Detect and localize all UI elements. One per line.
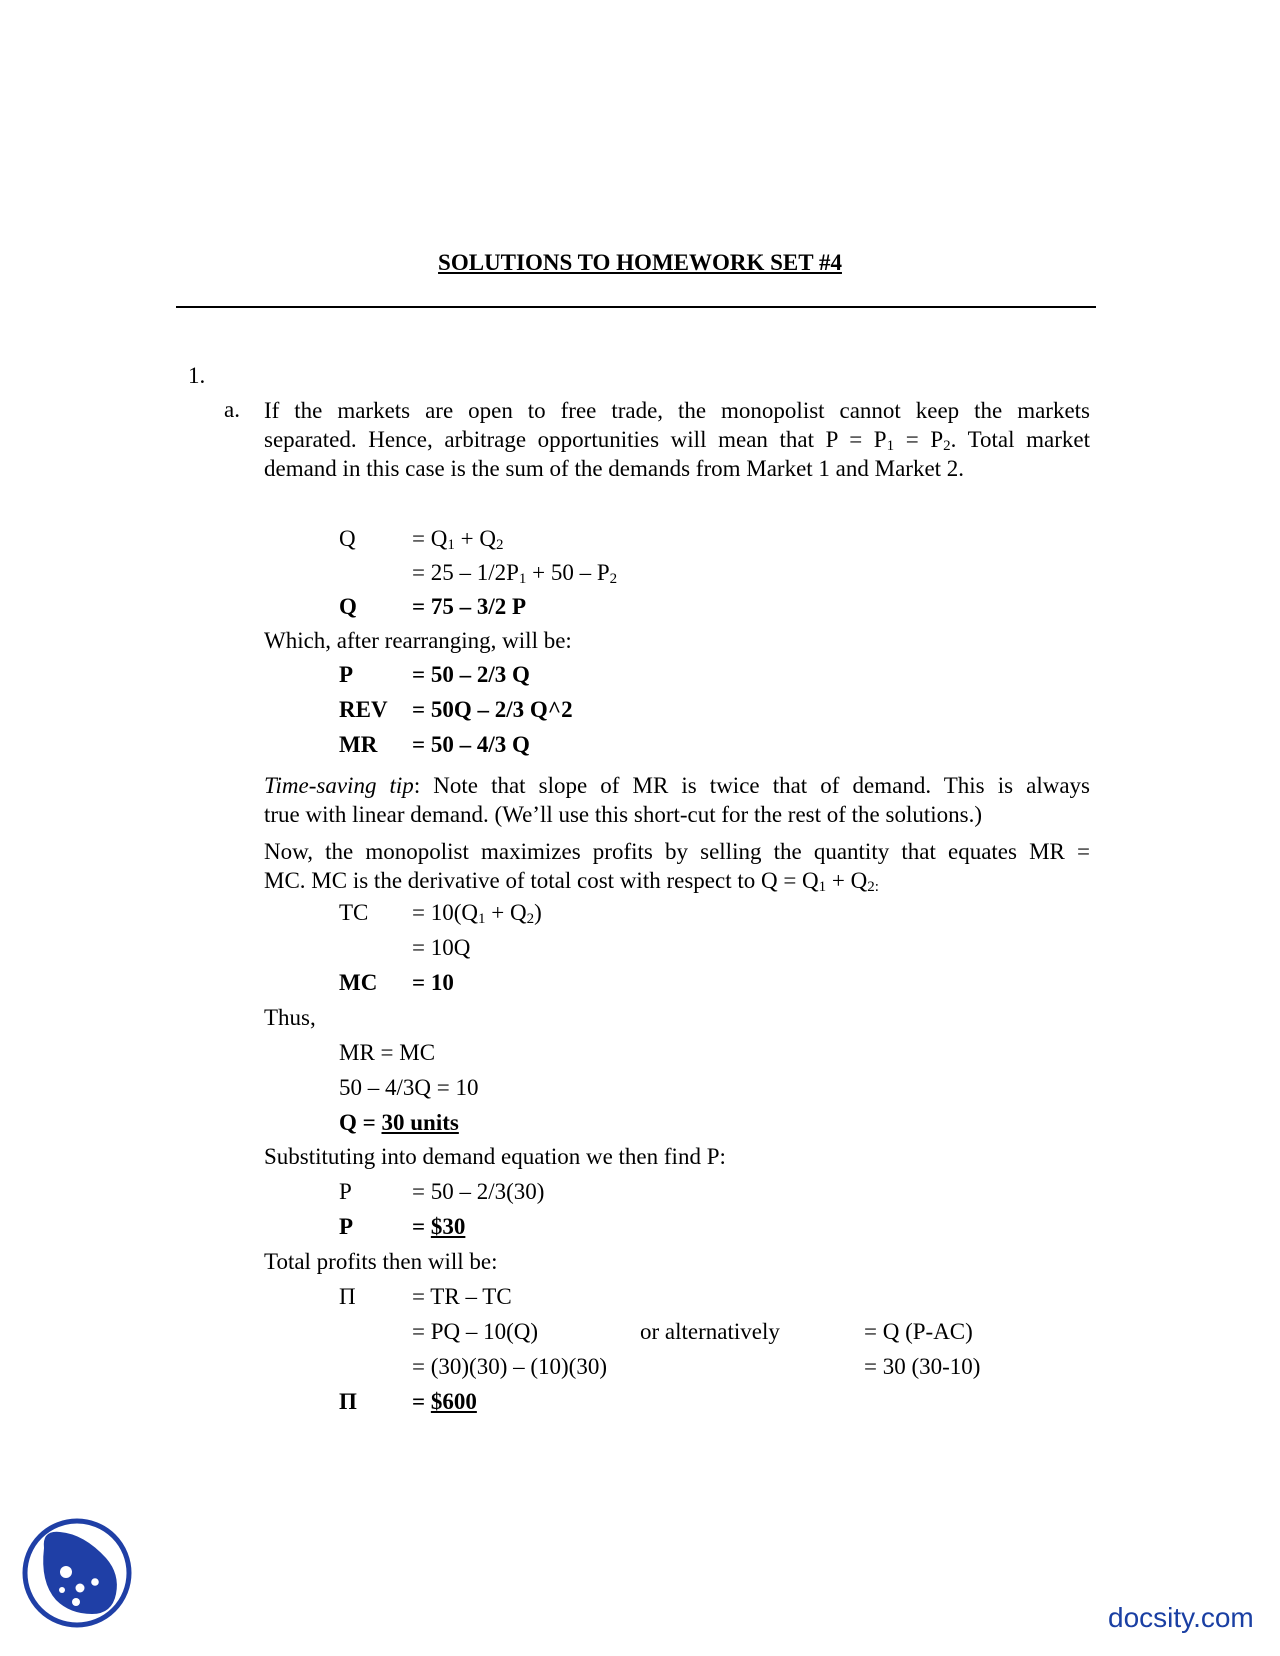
- logo-dot: [72, 1598, 80, 1606]
- title-rule: [176, 306, 1096, 308]
- profit-pi-label-bold: Π: [339, 1389, 357, 1414]
- demand-total: = 75 – 3/2 P: [412, 594, 527, 619]
- profit-row-3: = (30)(30) – (10)(30): [412, 1354, 607, 1379]
- intro-line-2: separated. Hence, arbitrage opportunities will mean that $P = P_1 = P_2$. Total market: [264, 427, 1091, 454]
- profit-pi-label: Π: [339, 1284, 356, 1309]
- inverse-label-mr: MR: [339, 732, 378, 757]
- mc-intro-line-2: MC. MC is the derivative of total cost with respect to $Q = Q_1 + Q_{2:}$: [264, 868, 879, 895]
- mc-label: MC: [339, 970, 378, 995]
- alternative-label: or alternatively: [640, 1319, 780, 1344]
- intro-line-3: demand in this case is the sum of the demands from Market 1 and Market 2.: [264, 456, 965, 481]
- price-value: $30: [430, 1214, 466, 1239]
- profit-value: $600: [430, 1389, 477, 1414]
- profit-text: Total profits then will be:: [264, 1249, 498, 1274]
- page-title: SOLUTIONS TO HOMEWORK SET #4: [438, 250, 842, 275]
- inverse-label-p: P: [339, 662, 354, 687]
- price-label-bold: P: [339, 1214, 354, 1239]
- docsity-brand-link[interactable]: docsity.com: [1108, 1602, 1254, 1633]
- rearrange-text: Which, after rearranging, will be:: [264, 628, 572, 653]
- tc-label: TC: [339, 900, 369, 925]
- demand-row-2: = $25 - 1/2P_1 + 50 - P_2$: [412, 560, 618, 587]
- tip-line-1: Time-saving tip: Note that slope of MR is twice that of demand. This is always: [264, 773, 1090, 798]
- profit-row-1: = TR – TC: [412, 1284, 512, 1309]
- tc-row-2: = 10Q: [412, 935, 471, 960]
- profit-row-2: = PQ – 10(Q): [412, 1319, 539, 1344]
- mc-intro-paragraph: [264, 837, 1090, 895]
- docsity-logo-icon: [22, 1518, 132, 1628]
- profit-result: = $600: [412, 1389, 477, 1414]
- tip-line-2: true with linear demand. (We’ll use this short-cut for the rest of the solutions.): [264, 802, 982, 827]
- logo-dot: [59, 1587, 65, 1593]
- thus-text: Thus,: [264, 1005, 316, 1030]
- intro-paragraph: [264, 396, 1090, 483]
- demand-q-label: Q: [339, 526, 356, 551]
- intro-line-1: If the markets are open to free trade, the monopolist cannot keep the markets: [264, 398, 1090, 423]
- inverse-value-mr: = 50 – 4/3 Q: [412, 732, 530, 757]
- solve-line-2: 50 – 4/3Q = 10: [339, 1075, 479, 1100]
- quantity-value: 30 units: [381, 1110, 459, 1135]
- tip-paragraph: [264, 771, 1090, 829]
- logo-dot: [91, 1578, 99, 1586]
- substitute-text: Substituting into demand equation we then find P:: [264, 1144, 726, 1169]
- solve-line-1: MR = MC: [339, 1040, 436, 1065]
- part-label: a.: [224, 397, 240, 422]
- mc-intro-line-1: Now, the monopolist maximizes profits by selling the quantity that equates MR =: [264, 839, 1090, 864]
- inverse-label-rev: REV: [339, 697, 388, 722]
- alternative-row-1: = Q (P-AC): [864, 1319, 973, 1344]
- tip-label: Time-saving tip: [264, 773, 414, 798]
- price-expression: = 50 – 2/3(30): [412, 1179, 545, 1204]
- mc-value: = 10: [412, 970, 454, 995]
- inverse-value-rev: = 50Q – 2/3 Q^2: [412, 697, 573, 722]
- price-label: P: [339, 1179, 352, 1204]
- demand-q-label-bold: Q: [339, 594, 357, 619]
- quantity-result: Q = 30 units: [339, 1110, 459, 1135]
- price-result: = $30: [412, 1214, 466, 1239]
- logo-dot: [60, 1566, 72, 1578]
- inverse-value-p: = 50 – 2/3 Q: [412, 662, 530, 687]
- logo-dot: [76, 1584, 85, 1593]
- question-number: 1.: [188, 363, 206, 388]
- tc-row-1: = $10(Q_1 + Q_2)$: [412, 900, 542, 927]
- alternative-row-2: = 30 (30-10): [864, 1354, 981, 1379]
- demand-row-1: = $Q_1 + Q_2$: [412, 526, 504, 553]
